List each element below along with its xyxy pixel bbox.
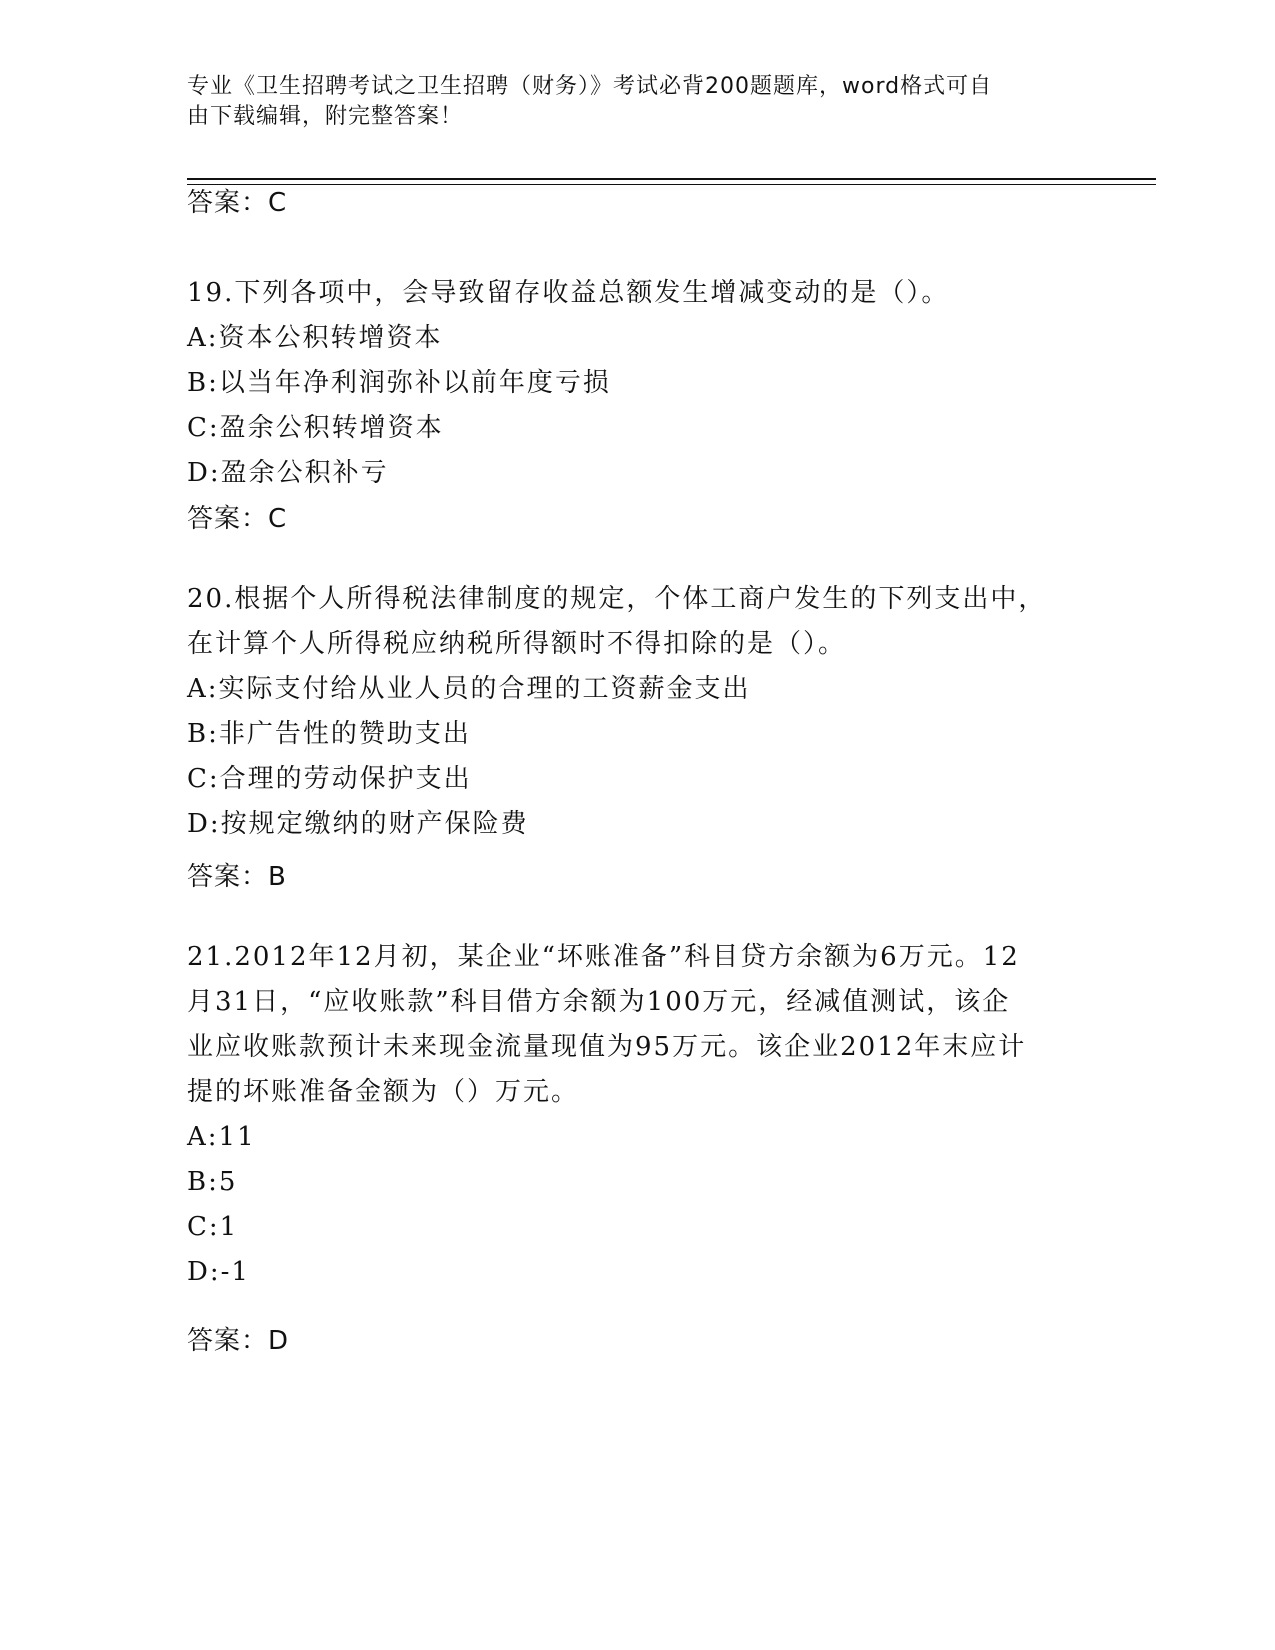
question-21 — [187, 935, 1087, 1295]
option-a: A:实际支付给从业人员的合理的工资薪金支出 — [187, 674, 751, 704]
previous-answer: 答案：C — [187, 188, 288, 218]
option-a: A:11 — [187, 1122, 256, 1152]
option-a: A:资本公积转增资本 — [187, 323, 443, 353]
header-line-1: 专业《卫生招聘考试之卫生招聘（财务）》考试必背200题题库，word格式可自 — [187, 74, 993, 99]
question-stem-line-2: 在计算个人所得税应纳税所得额时不得扣除的是（）。 — [187, 629, 847, 659]
option-c: C:合理的劳动保护支出 — [187, 764, 472, 794]
header-rule-thick — [187, 178, 1156, 180]
option-d: D:-1 — [187, 1257, 250, 1287]
header-rule-thin — [187, 184, 1156, 185]
option-c: C:盈余公积转增资本 — [187, 413, 444, 443]
option-c: C:1 — [187, 1212, 239, 1242]
option-b: B:以当年净利润弥补以前年度亏损 — [187, 368, 611, 398]
question-stem-line-1: 20.根据个人所得税法律制度的规定，个体工商户发生的下列支出中， — [187, 584, 1047, 614]
option-d: D:按规定缴纳的财产保险费 — [187, 809, 529, 839]
question-stem-line-2: 月31日，“应收账款”科目借方余额为100万元，经减值测试，该企 — [187, 987, 1011, 1017]
option-b: B:5 — [187, 1167, 238, 1197]
question-stem: 19.下列各项中，会导致留存收益总额发生增减变动的是（）。 — [187, 278, 950, 308]
question-stem-line-4: 提的坏账准备金额为（）万元。 — [187, 1077, 580, 1107]
document-header — [187, 72, 1067, 132]
question-stem-line-1: 21.2012年12月初，某企业“坏账准备”科目贷方余额为6万元。12 — [187, 942, 1020, 972]
question-stem-line-3: 业应收账款预计未来现金流量现值为95万元。该企业2012年末应计 — [187, 1032, 1027, 1062]
answer-20: 答案：B — [187, 862, 287, 892]
option-b: B:非广告性的赞助支出 — [187, 719, 471, 749]
question-19 — [187, 271, 1087, 496]
option-d: D:盈余公积补亏 — [187, 458, 389, 488]
header-line-2: 由下载编辑，附完整答案！ — [187, 104, 464, 129]
answer-21: 答案：D — [187, 1326, 290, 1356]
question-20 — [187, 577, 1087, 847]
answer-19: 答案：C — [187, 504, 288, 534]
